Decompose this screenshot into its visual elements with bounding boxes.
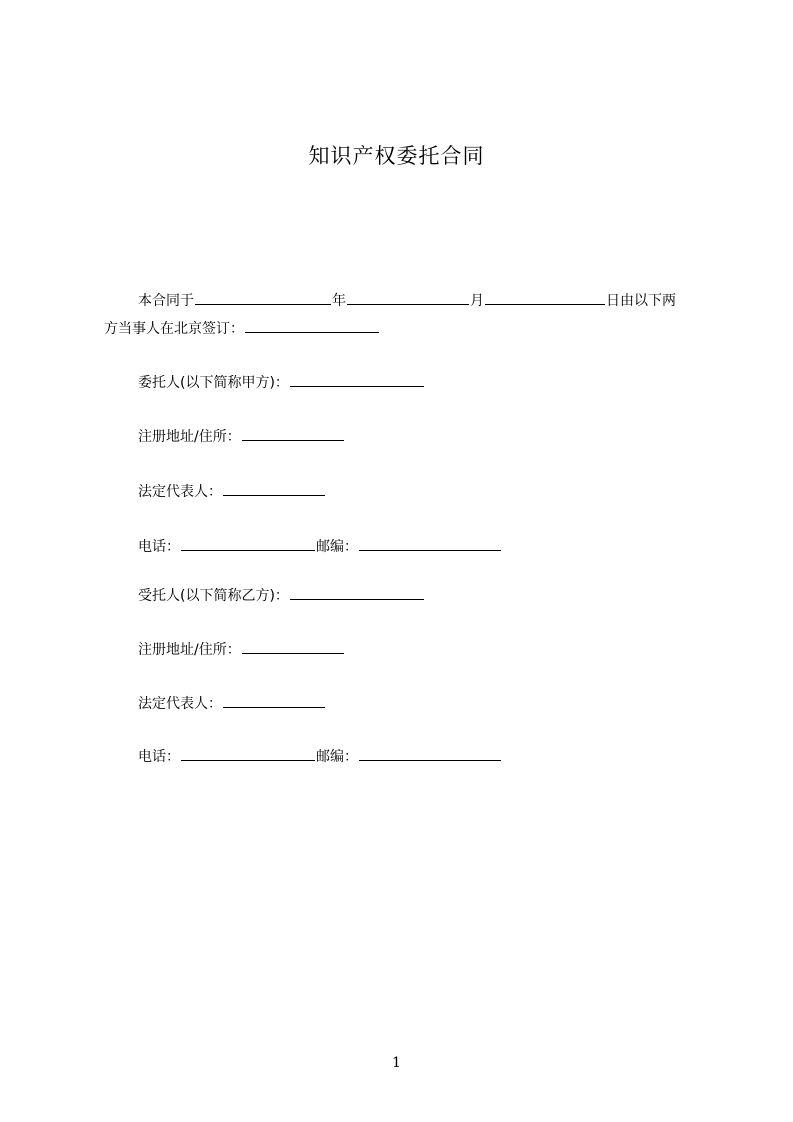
intro-text-month: 月 — [470, 293, 484, 309]
party-b-postcode-blank[interactable] — [359, 746, 501, 761]
party-a-contact-line — [138, 536, 502, 557]
party-a-phone-blank[interactable] — [181, 536, 315, 551]
page-number: 1 — [392, 1055, 401, 1071]
party-b-contact-line — [138, 746, 502, 767]
party-a-postcode-blank[interactable] — [359, 536, 501, 551]
party-a-rep-label: 法定代表人： — [138, 484, 222, 500]
party-b-blank[interactable] — [290, 585, 424, 600]
party-a-address-blank[interactable] — [242, 426, 344, 441]
party-b-line — [138, 585, 425, 606]
intro-text-start: 本合同于 — [138, 293, 194, 309]
party-b-address-blank[interactable] — [242, 639, 344, 654]
party-b-address-label: 注册地址/住所： — [138, 642, 241, 658]
party-b-postcode-label: 邮编： — [316, 749, 358, 765]
party-a-postcode-label: 邮编： — [316, 539, 358, 555]
party-b-phone-blank[interactable] — [181, 746, 315, 761]
month-blank[interactable] — [347, 290, 469, 305]
sign-place-blank[interactable] — [245, 318, 379, 333]
party-a-label: 委托人(以下简称甲方)： — [138, 375, 289, 391]
party-b-address-line — [138, 639, 345, 660]
party-a-address-line — [138, 426, 345, 447]
party-b-phone-label: 电话： — [138, 749, 180, 765]
intro-line-1 — [138, 290, 676, 311]
intro-text-location: 方当事人在北京签订： — [104, 321, 244, 337]
party-a-rep-line — [138, 481, 326, 502]
party-b-rep-blank[interactable] — [223, 693, 325, 708]
intro-line-2 — [104, 318, 380, 339]
party-b-rep-label: 法定代表人： — [138, 696, 222, 712]
year-blank[interactable] — [195, 290, 331, 305]
intro-text-year: 年 — [332, 293, 346, 309]
party-a-line — [138, 372, 425, 393]
party-a-rep-blank[interactable] — [223, 481, 325, 496]
day-blank[interactable] — [485, 290, 605, 305]
party-a-phone-label: 电话： — [138, 539, 180, 555]
party-b-label: 受托人(以下简称乙方)： — [138, 588, 289, 604]
document-title: 知识产权委托合同 — [308, 144, 485, 168]
party-a-address-label: 注册地址/住所： — [138, 429, 241, 445]
party-b-rep-line — [138, 693, 326, 714]
intro-text-day: 日由以下两 — [606, 293, 676, 309]
party-a-blank[interactable] — [290, 372, 424, 387]
